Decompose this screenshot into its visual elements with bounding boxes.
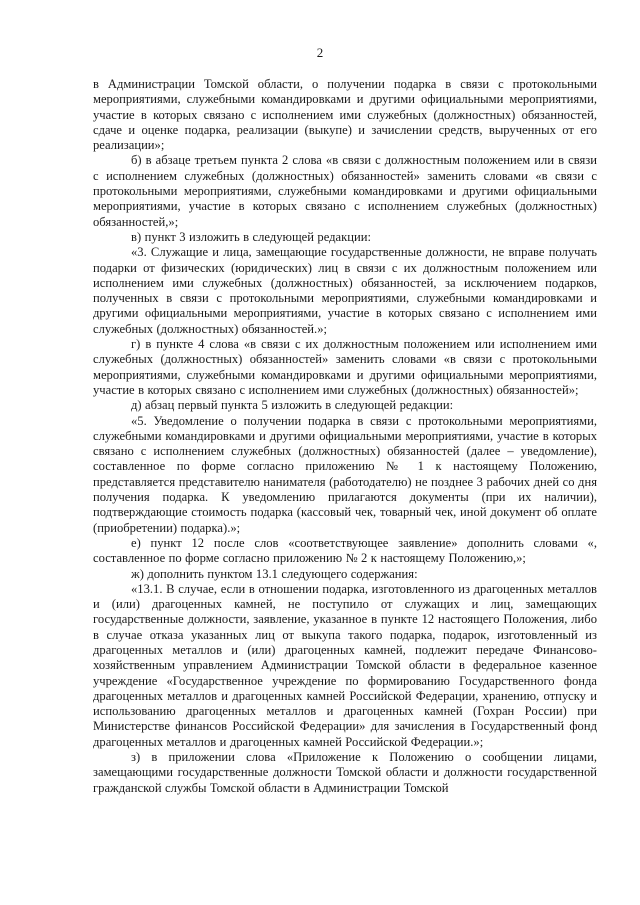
paragraph-item-z: з) в приложении слова «Приложение к Положению о сообщении лицами, замещающими государственные должности Томской области и должности государственной гражданской службы Томской области в Администрации Томской xyxy=(93,750,597,795)
paragraph-item-b: б) в абзаце третьем пункта 2 слова «в связи с должностным положением или в связи с исполнением служебных (должностных) обязанностей» заменить словами «в связи с протокольными мероприятиями, служебными командировками и другими официальными мероприятиями, участие в которых связано с исполнением служебных (должностных) обязанностей,»; xyxy=(93,153,597,229)
paragraph-item-g: г) в пункте 4 слова «в связи с их должностным положением или исполнением ими служебных (должностных) обязанностей» заменить словами «в связи с протокольными мероприятиями, служебными командировками и другими официальными мероприятиями, участие в которых связано с исполнением ими служебных (должностных) обязанностей»; xyxy=(93,337,597,397)
paragraph-item-d: д) абзац первый пункта 5 изложить в следующей редакции: xyxy=(131,398,454,413)
paragraph-item-zh: ж) дополнить пунктом 13.1 следующего содержания: xyxy=(131,566,418,581)
document-body xyxy=(93,77,597,796)
paragraph-item-v-text: «3. Служащие и лица, замещающие государственные должности, не вправе получать подарки от физических (юридических) лиц в связи с их должностным положением или исполнением ими служебных (должностных) обязанностей, за исключением подарков, полученных в связи с протокольными мероприятиями, служебными командировками и другими официальными мероприятиями, участие в которых связано с исполнением ими служебных (должностных) обязанностей.»; xyxy=(93,245,597,336)
paragraph-item-v: в) пункт 3 изложить в следующей редакции: xyxy=(131,229,371,244)
paragraph-item-zh-text: «13.1. В случае, если в отношении подарка, изготовленного из драгоценных металлов и (или) драгоценных камней, не поступило от служащих и лиц, замещающих государственные должности, заявление, указанное в пункте 12 настоящего Положения, либо в случае отказа указанных лиц от выкупа такого подарка, подарок, изготовленный из драгоценных металлов и (или) драгоценных камней, подлежит передаче Финансово-хозяйственным управлением Администрации Томской области в федеральное казенное учреждение «Государственное учреждение по формированию Государственного фонда драгоценных металлов и драгоценных камней Российской Федерации, хранению, отпуску и использованию драгоценных металлов и драгоценных камней (Гохран России) при Министерстве финансов Российской Федерации» для зачисления в Государственный фонд драгоценных металлов и драгоценных камней Российской Федерации.»; xyxy=(93,581,597,749)
paragraph-continuation: в Администрации Томской области, о получении подарка в связи с протокольными мероприятиями, служебными командировками и другими официальными мероприятиями, участие в которых связано с исполнением ими служебных (должностных) обязанностей, сдаче и оценке подарка, реализации (выкупе) и зачислении средств, вырученных от его реализации»; xyxy=(93,77,597,153)
paragraph-item-e: е) пункт 12 после слов «соответствующее заявление» дополнить словами «, составленное по форме согласно приложению № 2 к настоящему Положению,»; xyxy=(93,535,597,566)
paragraph-item-d-text: «5. Уведомление о получении подарка в связи с протокольными мероприятиями, служебными командировками и другими официальными мероприятиями, участие в которых связано с исполнением служебных (должностных) обязанностей (далее – уведомление), составленное по форме согласно приложению № 1 к настоящему Положению, представляется представителю нанимателя (работодателю) не позднее 3 рабочих дней со дня получения подарка. К уведомлению прилагаются документы (при их наличии), подтверждающие стоимость подарка (кассовый чек, товарный чек, иной документ об оплате (приобретении) подарка).»; xyxy=(93,413,597,535)
page-number: 2 xyxy=(316,45,324,60)
